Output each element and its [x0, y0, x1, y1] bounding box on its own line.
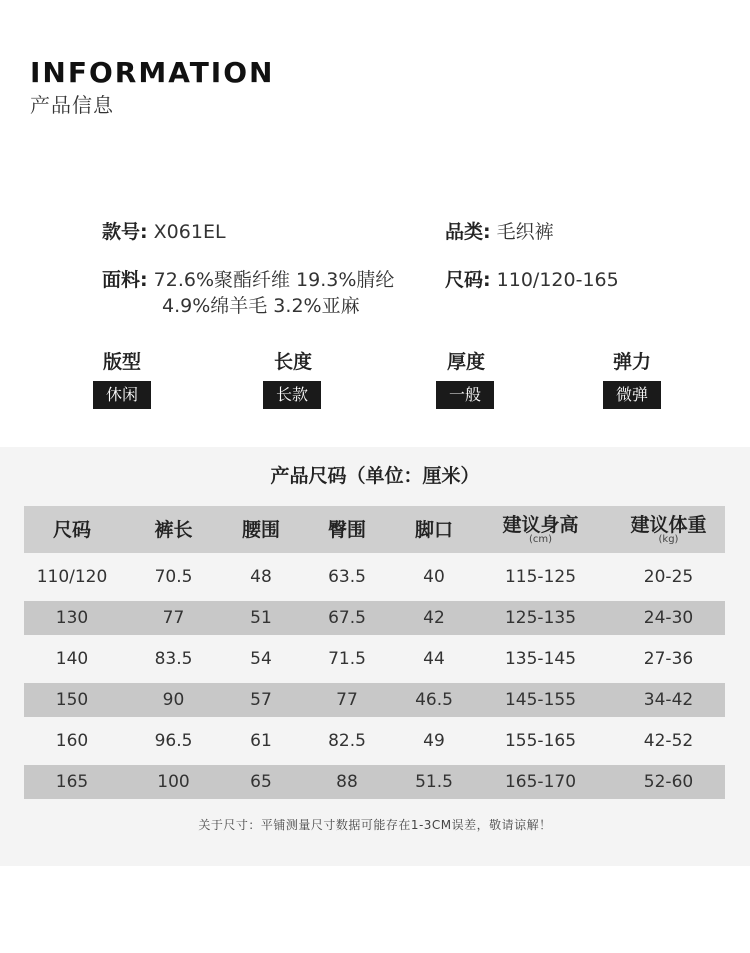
- table-cell: 46.5: [399, 683, 469, 717]
- table-cell: 57: [227, 683, 295, 717]
- col-header: [120, 506, 227, 553]
- category-value: 毛织裤: [496, 221, 554, 243]
- category-label: 品类:: [445, 221, 491, 243]
- col-header: [24, 506, 120, 553]
- table-cell: 49: [399, 717, 469, 765]
- table-row: [24, 553, 725, 601]
- table-cell: 160: [24, 717, 120, 765]
- table-row: [24, 683, 725, 717]
- col-header-label: 建议身高: [502, 513, 579, 536]
- table-cell: 51: [227, 601, 295, 635]
- col-header-label: 尺码: [52, 518, 91, 541]
- page-subtitle: 产品信息: [30, 93, 114, 117]
- table-cell: 42-52: [612, 717, 725, 765]
- col-header-label: 建议体重: [630, 513, 707, 536]
- table-cell: 67.5: [295, 601, 399, 635]
- col-header-unit: (cm): [528, 533, 553, 545]
- table-cell: 63.5: [295, 553, 399, 601]
- table-cell: 96.5: [120, 717, 227, 765]
- table-cell: 88: [295, 765, 399, 799]
- fabric-line-2: 4.9%绵羊毛 3.2%亚麻: [162, 295, 360, 317]
- col-header-unit: (kg): [658, 533, 679, 545]
- table-cell: 48: [227, 553, 295, 601]
- table-cell: 125-135: [469, 601, 612, 635]
- table-cell: 40: [399, 553, 469, 601]
- size-range-value: 110/120-165: [496, 269, 619, 291]
- table-cell: 77: [295, 683, 399, 717]
- col-header-label: 腰围: [241, 518, 280, 541]
- table-cell: 155-165: [469, 717, 612, 765]
- table-cell: 145-155: [469, 683, 612, 717]
- fabric-label: 面料:: [102, 269, 148, 291]
- table-cell: 44: [399, 635, 469, 683]
- table-cell: 24-30: [612, 601, 725, 635]
- page-title: INFORMATION: [30, 56, 275, 89]
- style-number-value: X061EL: [153, 221, 226, 243]
- table-cell: 165: [24, 765, 120, 799]
- size-chart-title: 产品尺码（单位：厘米）: [270, 465, 480, 487]
- attr-length-chip: 长款: [263, 381, 321, 409]
- col-header: [469, 506, 612, 553]
- col-header: [399, 506, 469, 553]
- size-note: 关于尺寸：平铺测量尺寸数据可能存在1-3CM误差，敬请谅解！: [198, 818, 552, 832]
- fabric: [102, 267, 394, 293]
- attr-stretch-chip: 微弹: [603, 381, 661, 409]
- attr-fit-title: 版型: [102, 351, 141, 373]
- col-header-label: 裤长: [154, 518, 193, 541]
- table-cell: 27-36: [612, 635, 725, 683]
- style-number: [102, 219, 226, 245]
- table-cell: 82.5: [295, 717, 399, 765]
- col-header: [295, 506, 399, 553]
- attr-stretch-title: 弹力: [612, 351, 651, 373]
- table-cell: 42: [399, 601, 469, 635]
- col-header: [227, 506, 295, 553]
- table-cell: 77: [120, 601, 227, 635]
- table-cell: 130: [24, 601, 120, 635]
- table-cell: 135-145: [469, 635, 612, 683]
- attr-fit-chip: 休闲: [93, 381, 151, 409]
- table-cell: 83.5: [120, 635, 227, 683]
- table-cell: 20-25: [612, 553, 725, 601]
- table-cell: 100: [120, 765, 227, 799]
- style-number-label: 款号:: [102, 221, 148, 243]
- table-cell: 70.5: [120, 553, 227, 601]
- table-cell: 61: [227, 717, 295, 765]
- table-cell: 51.5: [399, 765, 469, 799]
- category: [445, 219, 554, 245]
- col-header: [612, 506, 725, 553]
- table-cell: 115-125: [469, 553, 612, 601]
- table-header-row: [24, 506, 725, 553]
- size-table: [24, 506, 725, 799]
- table-cell: 165-170: [469, 765, 612, 799]
- table-cell: 71.5: [295, 635, 399, 683]
- col-header-label: 脚口: [414, 518, 453, 541]
- attr-thickness-title: 厚度: [446, 351, 485, 373]
- attr-thickness-chip: 一般: [436, 381, 494, 409]
- table-cell: 34-42: [612, 683, 725, 717]
- table-row: [24, 765, 725, 799]
- table-cell: 52-60: [612, 765, 725, 799]
- size-range: [445, 267, 619, 293]
- table-cell: 150: [24, 683, 120, 717]
- fabric-line-1: 72.6%聚酯纤维 19.3%腈纶: [153, 269, 395, 291]
- table-cell: 54: [227, 635, 295, 683]
- table-cell: 90: [120, 683, 227, 717]
- attr-length-title: 长度: [273, 351, 312, 373]
- table-cell: 140: [24, 635, 120, 683]
- size-range-label: 尺码:: [445, 269, 491, 291]
- col-header-label: 臀围: [327, 518, 366, 541]
- table-row: [24, 717, 725, 765]
- table-cell: 110/120: [24, 553, 120, 601]
- table-cell: 65: [227, 765, 295, 799]
- table-row: [24, 601, 725, 635]
- table-row: [24, 635, 725, 683]
